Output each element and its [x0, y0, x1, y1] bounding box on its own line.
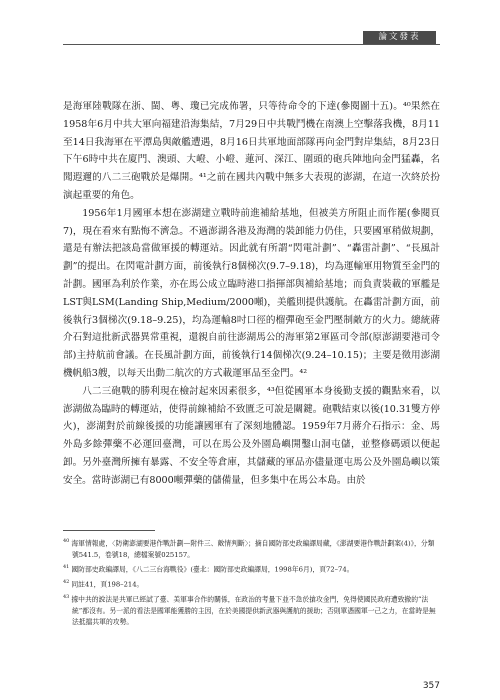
footnote-40	[63, 536, 440, 561]
footnote-42	[63, 577, 440, 591]
footnote-text: 海軍情報處，〈防衛澎湖要港作戰計劃—附件三、敵情判斷〉；摘自國防部史政編譯局藏，《澎湖要港作戰計劃案(4)》，分類號541.5，卷號18，總檔案號025157。	[71, 539, 435, 559]
paragraph-1: 是海軍陸戰隊在浙、閩、粵、瓊已完成佈署，只等待命令的下達(參閱圖十五)。⁴⁰果然在1958年6月中共大軍向福建沿海集結，7月29日中共戰鬥機在南澳上空擊落我機，8月11至14日我海軍在平潭島與敵艦遭遇，8月16日共軍地面部隊再向金門對岸集結，8月23日下午6時中共在廈門、澳頭、大嶝、小嶝、蓮河、深江、圍頭的砲兵陣地向金門猛轟，名聞遐邇的八二三砲戰於是爆開。⁴¹之前在國共內戰中無多大表現的澎湖，在這一次終於扮演起重要的角色。	[63, 101, 440, 201]
footnote-number: 40	[63, 538, 70, 544]
section-label: 論文發表	[363, 31, 436, 44]
body-text	[63, 98, 440, 490]
footnote-number: 43	[63, 593, 70, 600]
footnote-rule	[63, 530, 155, 531]
page-number: 357	[422, 681, 440, 691]
footnote-text: 據中共的說法是共軍已經試了臺、美軍事合作的關係，在政治的考量下並不急於搶攻金門，免得使國民政府遭致撤的“法統”都沒有。另一派的看法是國軍能獲勝的主因，在於美國提供新武器與護航的援助；否則單憑國軍一己之力，在當時是無法抵擋共軍的攻勢。	[71, 595, 436, 627]
footnote-number: 41	[63, 564, 70, 571]
header-rule	[63, 44, 440, 45]
footnote-text: 同註41，頁198–214。	[71, 580, 144, 589]
paragraph-2: 1956年1月國軍本想在澎湖建立戰時前進補給基地，但被美方所阻止而作罷(參閱頁7)，現在看來有點悔不濟急。不過澎湖各港及海灣的裝卸能力仍佳，只要國軍稍做規劃，還是有辦法把該島當做軍援的轉運站。因此就有所謂“閃電計劃”、“轟雷計劃”、“長風計劃”的提出。在閃電計劃方面，前後執行8個梯次(9.7–9.18)，均為運輸軍用物質至金門的計劃。國軍為利於作業，亦在馬公成立臨時港口指揮部與補給基地；而負責裝載的軍艦是LST與LSM(Landing Ship,Medium/2000噸)，美艦則提供護航。在轟雷計劃方面，前後執行3個梯次(9.18–9.25)，均為運輸8吋口徑的榴彈砲至金門壓制敵方的火力。總統蔣介石對這批新武器異常重視，還親自前往澎湖馬公的海軍第2軍區司令部(原澎湖要港司令部)主持航前會議。在長風計劃方面，前後執行14個梯次(9.24–10.15)；主要是徵用澎湖機帆船3艘，以每天出動二航次的方式載運軍品至金門。⁴²	[63, 207, 440, 379]
footnote-41	[63, 562, 440, 576]
footnote-number: 42	[63, 579, 70, 586]
footnote-text: 國防部史政編譯局，《八二三台海戰役》(臺北：國防部史政編譯局，1998年6月)，頁72–74。	[71, 565, 354, 574]
footnote-43	[63, 592, 440, 629]
footnotes	[63, 536, 440, 630]
paragraph-3: 八二三砲戰的勝利現在檢討起來因素很多，⁴³但從國軍本身後勤支援的觀點來看，以澎湖做為臨時的轉運站，使得前線補給不致匱乏可說是關鍵。砲戰結束以後(10.31雙方停火)，澎湖對於前線後援的功能讓國軍有了深刻地體認。1959年7月蔣介石指示：金、馬外島多餘彈藥不必運回臺灣，可以在馬公及外園島嶼開鑿山洞屯儲，並整修碼頭以便起卸。另外臺灣所擁有暴露、不安全等倉庫，其儲藏的軍品亦儘量運屯馬公及外園島嶼以策安全。當時澎湖已有8000噸彈藥的儲備量，但多集中在馬公本島。由於	[63, 385, 440, 486]
